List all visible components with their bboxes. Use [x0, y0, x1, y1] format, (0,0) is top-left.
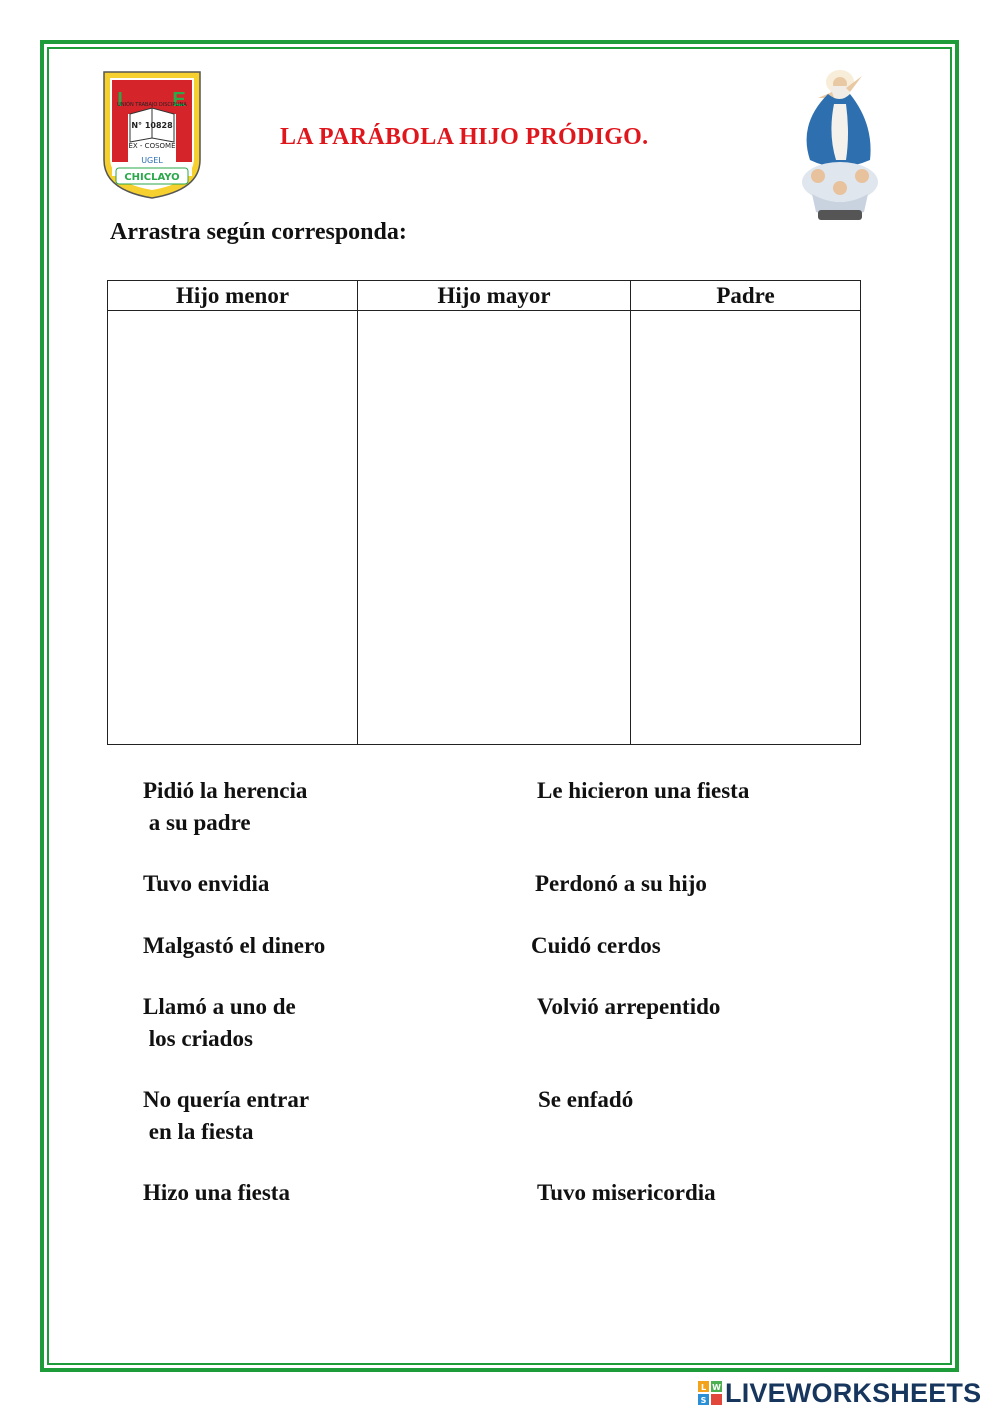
column-header-hijo-mayor: Hijo mayor: [358, 281, 631, 311]
svg-text:L: L: [700, 1383, 707, 1392]
crest-city: CHICLAYO: [124, 172, 180, 183]
draggable-card[interactable]: Hizo una fiesta: [143, 1180, 290, 1205]
crest-subtitle: EX - COSOME: [128, 142, 176, 150]
crest-letter-right: E: [172, 89, 186, 111]
crest-letter-left: I: [117, 89, 123, 111]
svg-text:W: W: [712, 1383, 721, 1392]
draggable-card[interactable]: Le hicieron una fiesta: [537, 778, 750, 803]
draggable-card[interactable]: Tuvo misericordia: [537, 1180, 716, 1205]
sorting-table: [107, 280, 861, 745]
draggable-card[interactable]: Malgastó el dinero: [143, 933, 326, 958]
instructions-text: Arrastra según corresponda:: [110, 219, 407, 245]
svg-text:S: S: [700, 1396, 707, 1405]
liveworksheets-brand[interactable]: [698, 1377, 981, 1409]
school-crest-logo: [100, 68, 204, 200]
draggable-card[interactable]: Pidió la herencia a su padre: [143, 778, 308, 835]
drop-zone-hijo-menor[interactable]: [108, 311, 358, 745]
draggable-card[interactable]: Llamó a uno de los criados: [143, 994, 296, 1051]
draggable-card[interactable]: Tuvo envidia: [143, 871, 270, 896]
crest-number: N° 10828: [131, 121, 173, 130]
drop-zone-hijo-mayor[interactable]: [358, 311, 631, 745]
virgin-statue-image: [788, 64, 890, 224]
draggable-card[interactable]: No quería entrar en la fiesta: [143, 1087, 310, 1144]
liveworksheets-logo-icon: [698, 1381, 722, 1405]
page-title: LA PARÁBOLA HIJO PRÓDIGO.: [280, 124, 649, 150]
crest-ugel: UGEL: [141, 156, 163, 165]
draggable-card[interactable]: Se enfadó: [538, 1087, 634, 1112]
draggable-card[interactable]: Perdonó a su hijo: [535, 871, 707, 896]
draggable-card[interactable]: Volvió arrepentido: [537, 994, 721, 1019]
crest-motto: UNIÓN TRABAJO DISCIPLINA: [117, 102, 187, 108]
brand-name: LIVEWORKSHEETS: [725, 1377, 982, 1408]
column-header-hijo-menor: Hijo menor: [108, 281, 358, 311]
draggable-card[interactable]: Cuidó cerdos: [531, 933, 661, 958]
drop-zone-padre[interactable]: [631, 311, 861, 745]
column-header-padre: Padre: [631, 281, 861, 311]
